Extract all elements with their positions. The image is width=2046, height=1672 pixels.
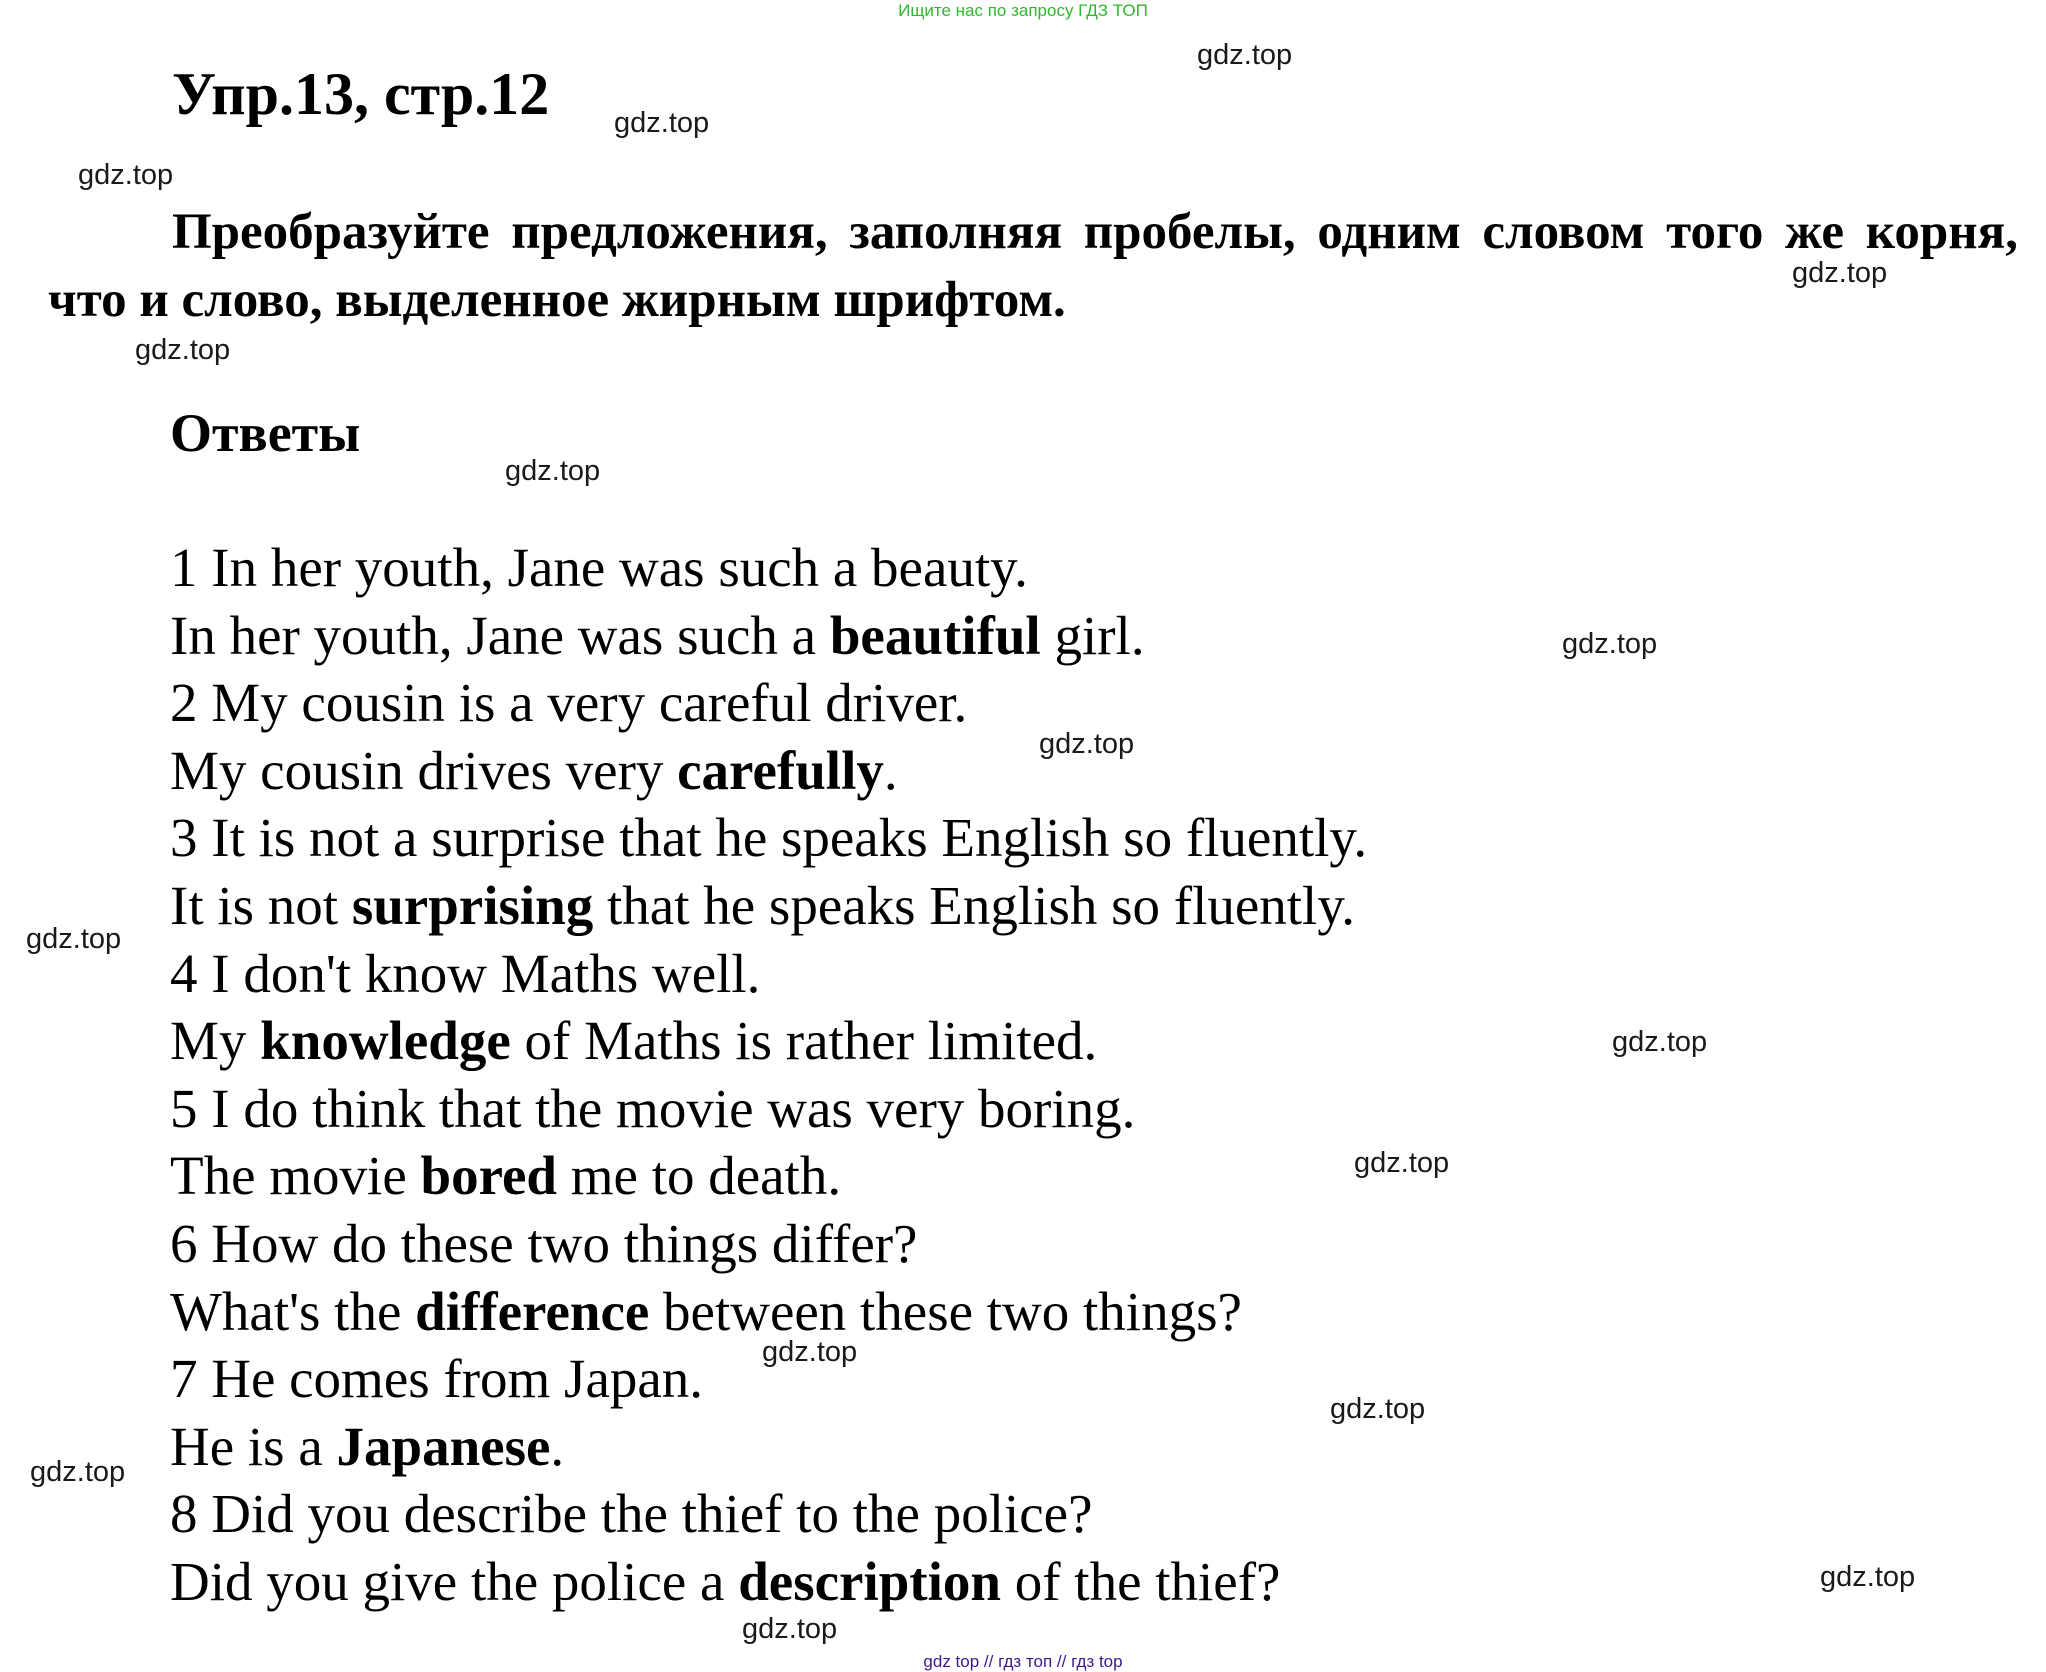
answer-6-word: difference (415, 1280, 650, 1342)
watermark: gdz.top (26, 923, 122, 955)
answer-7-transformed (170, 1413, 1367, 1481)
answer-3-word: surprising (351, 874, 594, 936)
answer-8-original: 8 Did you describe the thief to the police? (170, 1483, 1093, 1545)
watermark: gdz.top (762, 1336, 858, 1368)
answer-3-transformed (170, 872, 1367, 940)
answers-list (170, 534, 1367, 1616)
answer-8-before: Did you give the police a (170, 1550, 739, 1612)
watermark: gdz.top (505, 455, 601, 487)
answer-1-before: In her youth, Jane was such a (170, 604, 830, 666)
answer-3-before: It is not (170, 874, 352, 936)
watermark: gdz.top (1330, 1393, 1426, 1425)
answer-6-before: What's the (170, 1280, 416, 1342)
watermark: gdz.top (1820, 1561, 1916, 1593)
answer-8-transformed (170, 1548, 1367, 1616)
page-title: Упр.13, стр.12 (172, 61, 550, 127)
answer-4-transformed (170, 1007, 1367, 1075)
answer-6-original: 6 How do these two things differ? (170, 1212, 918, 1274)
answer-5-after: me to death. (557, 1145, 842, 1207)
answer-4-after: of Maths is rather limited. (510, 1010, 1098, 1072)
answer-4-word: knowledge (260, 1010, 511, 1072)
watermark: gdz.top (1562, 628, 1658, 660)
answer-7-before: He is a (170, 1415, 337, 1477)
answer-1-after: girl. (1040, 604, 1145, 666)
answer-1-transformed (170, 602, 1367, 670)
answer-1-original: 1 In her youth, Jane was such a beauty. (170, 537, 1028, 598)
watermark: gdz.top (1039, 728, 1135, 760)
answer-7-original: 7 He comes from Japan. (170, 1348, 704, 1410)
answer-2-transformed (170, 737, 1367, 805)
answer-1-word: beautiful (829, 604, 1041, 666)
watermark: gdz.top (78, 159, 174, 191)
answer-5-transformed (170, 1142, 1367, 1210)
answer-5-before: The movie (170, 1145, 421, 1207)
watermark: gdz.top (614, 107, 710, 139)
answer-8-word: description (738, 1550, 1001, 1612)
answer-7-after: . (550, 1415, 565, 1477)
watermark: gdz.top (742, 1613, 838, 1645)
answer-2-before: My cousin drives very (170, 739, 678, 801)
answer-6-after: between these two things? (649, 1280, 1242, 1342)
watermark: gdz.top (1612, 1026, 1708, 1058)
exercise-instructions: Преобразуйте предложения, заполняя пробелы, одним словом того же корня, что и слово, выделенное жирным шрифтом. (48, 204, 2018, 328)
watermark: gdz.top (135, 334, 231, 366)
answer-5-word: bored (420, 1145, 557, 1207)
answer-7-word: Japanese (336, 1415, 551, 1477)
answer-2-after: . (883, 739, 898, 801)
answer-4-original: 4 I don't know Maths well. (170, 942, 761, 1004)
answers-heading: Ответы (170, 403, 361, 463)
answer-2-original: 2 My cousin is a very careful driver. (170, 672, 968, 734)
answer-5-original: 5 I do think that the movie was very boring. (170, 1077, 1136, 1139)
watermark: gdz.top (1354, 1147, 1450, 1179)
watermark: gdz.top (30, 1456, 126, 1488)
answer-8-after: of the thief? (1000, 1550, 1281, 1612)
watermark: gdz.top (1792, 257, 1888, 289)
watermark: gdz.top (1197, 39, 1293, 71)
top-banner[interactable]: Ищите нас по запросу ГДЗ ТОП (898, 1, 1148, 20)
answer-4-before: My (170, 1010, 261, 1072)
answer-2-word: carefully (677, 739, 884, 801)
footer-links[interactable]: gdz top // гдз топ // гдз top (923, 1652, 1123, 1671)
answer-3-after: that he speaks English so fluently. (593, 874, 1356, 936)
answer-3-original: 3 It is not a surprise that he speaks English so fluently. (170, 807, 1368, 869)
